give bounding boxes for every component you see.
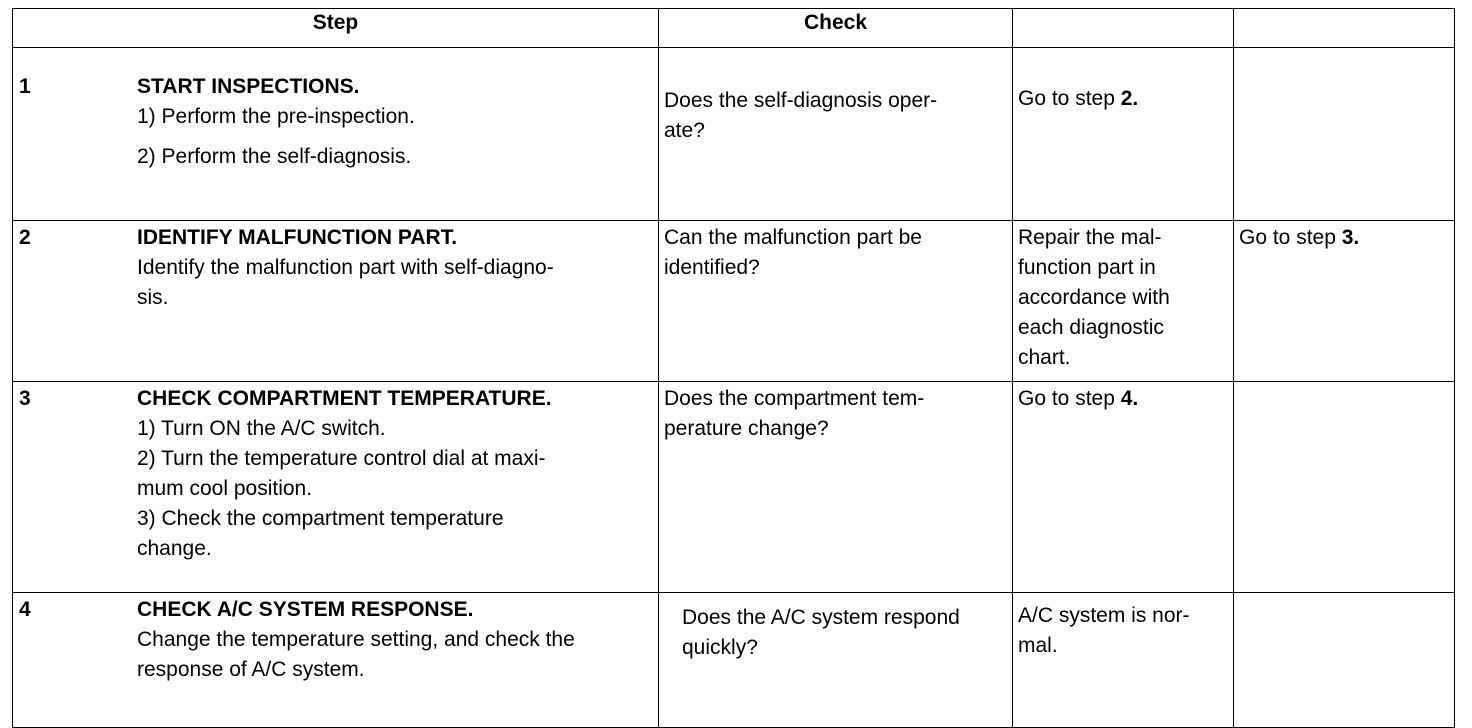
yes-cell: Repair the mal- function part in accordance with each diagnostic chart. [1013,221,1234,382]
table-header-row [13,9,1455,48]
no-cell [1234,382,1455,593]
step-cell: 3 CHECK COMPARTMENT TEMPERATURE. 1) Turn ON the A/C switch. 2) Turn the temperature control dial at maxi- mum cool position. 3) Check the compartment temperature change. [13,382,659,593]
step-title: CHECK A/C SYSTEM RESPONSE. [137,598,474,621]
step-cell: 2 IDENTIFY MALFUNCTION PART. Identify the malfunction part with self-diagno- sis. [13,221,659,382]
header-step: Step [13,9,659,48]
no-cell [1234,593,1455,728]
header-check: Check [659,9,1013,48]
check-cell: Does the self-diagnosis oper- ate? [659,48,1013,221]
yes-cell: Go to step 2. [1013,48,1234,221]
step-number: 4 [19,598,31,621]
step-number: 2 [19,226,31,249]
step-title: IDENTIFY MALFUNCTION PART. [137,226,458,249]
no-cell: Go to step 3. [1234,221,1455,382]
check-cell: Does the compartment tem- perature change? [659,382,1013,593]
header-yes [1013,9,1234,48]
no-cell [1234,48,1455,221]
check-cell: Can the malfunction part be identified? [659,221,1013,382]
step-number: 1 [19,75,31,98]
step-cell [13,48,659,221]
diagnosis-table [12,8,1455,728]
table-row [13,382,1455,593]
yes-cell: A/C system is nor- mal. [1013,593,1234,728]
step-title: CHECK COMPARTMENT TEMPERATURE. [137,387,552,410]
table-row [13,593,1455,728]
header-no [1234,9,1455,48]
table-row [13,221,1455,382]
step-line: 2) Perform the self-diagnosis. [137,145,412,168]
step-title: START INSPECTIONS. [137,75,360,98]
step-line: 1) Perform the pre-inspection. [137,105,415,128]
check-cell: Does the A/C system respond quickly? [659,593,1013,728]
step-number: 3 [19,387,31,410]
step-cell: 4 CHECK A/C SYSTEM RESPONSE. Change the temperature setting, and check the response of A/C system. [13,593,659,728]
table-row [13,48,1455,221]
yes-cell: Go to step 4. [1013,382,1234,593]
